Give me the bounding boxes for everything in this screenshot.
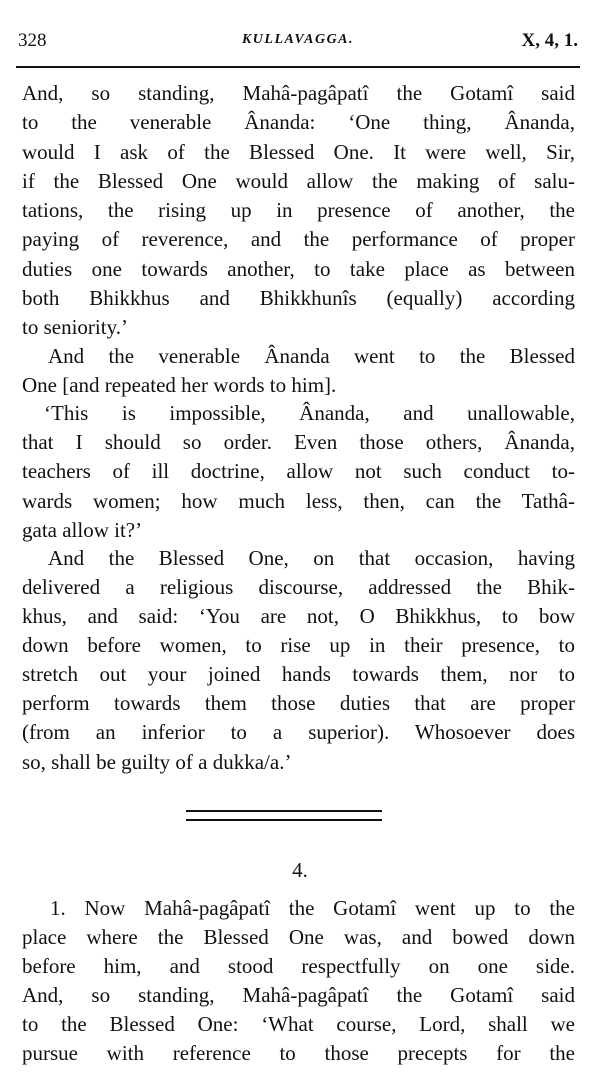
text-line: ‘This is impossible, Ânanda, and unallowable,	[44, 401, 575, 425]
text-line: if the Blessed One would allow the making of salu-	[22, 169, 575, 193]
section-divider	[186, 810, 382, 821]
text-line: to the venerable Ânanda: ‘One thing, Ânanda,	[22, 110, 575, 134]
text-line: And, so standing, Mahâ-pagâpatî the Gotamî said	[22, 983, 575, 1007]
text-line: (from an inferior to a superior). Whosoever does	[22, 720, 575, 744]
text-line: both Bhikkhus and Bhikkhunîs (equally) according	[22, 286, 575, 310]
text-line: And, so standing, Mahâ-pagâpatî the Gotamî said	[22, 81, 575, 105]
page-number: 328	[18, 30, 47, 51]
text-line: tations, the rising up in presence of another, the	[22, 198, 575, 222]
text-line: duties one towards another, to take place as between	[22, 257, 575, 281]
text-line: down before women, to rise up in their presence, to	[22, 633, 575, 657]
text-line: One [and repeated her words to him].	[22, 373, 337, 397]
text-line: gata allow it?’	[22, 518, 143, 542]
text-line: perform towards them those duties that are proper	[22, 691, 575, 715]
text-line: 1. Now Mahâ-pagâpatî the Gotamî went up to the	[50, 896, 575, 920]
text-line: pursue with reference to those precepts for the	[22, 1041, 575, 1065]
text-line: khus, and said: ‘You are not, O Bhikkhus, to bow	[22, 604, 575, 628]
header-rule	[16, 66, 580, 68]
text-line: And the Blessed One, on that occasion, having	[48, 546, 575, 570]
text-line: wards women; how much less, then, can the Tathâ-	[22, 489, 575, 513]
running-header	[18, 30, 578, 56]
text-line: so, shall be guilty of a dukka/a.’	[22, 750, 292, 774]
chapter-reference: X, 4, 1.	[521, 30, 578, 51]
running-title: KULLAVAGGA.	[241, 32, 355, 47]
text-line: before him, and stood respectfully on one side.	[22, 954, 575, 978]
text-line: place where the Blessed One was, and bowed down	[22, 925, 575, 949]
text-line: stretch out your joined hands towards them, nor to	[22, 662, 575, 686]
text-line: And the venerable Ânanda went to the Blessed	[48, 344, 575, 368]
text-line: delivered a religious discourse, addressed the Bhik-	[22, 575, 575, 599]
text-line: paying of reverence, and the performance of proper	[22, 227, 575, 251]
text-line: teachers of ill doctrine, allow not such conduct to-	[22, 459, 575, 483]
section-number: 4.	[292, 858, 308, 882]
text-line: to the Blessed One: ‘What course, Lord, shall we	[22, 1012, 575, 1036]
text-line: would I ask of the Blessed One. It were well, Sir,	[22, 140, 575, 164]
text-line: to seniority.’	[22, 315, 128, 339]
text-line: that I should so order. Even those others, Ânanda,	[22, 430, 575, 454]
